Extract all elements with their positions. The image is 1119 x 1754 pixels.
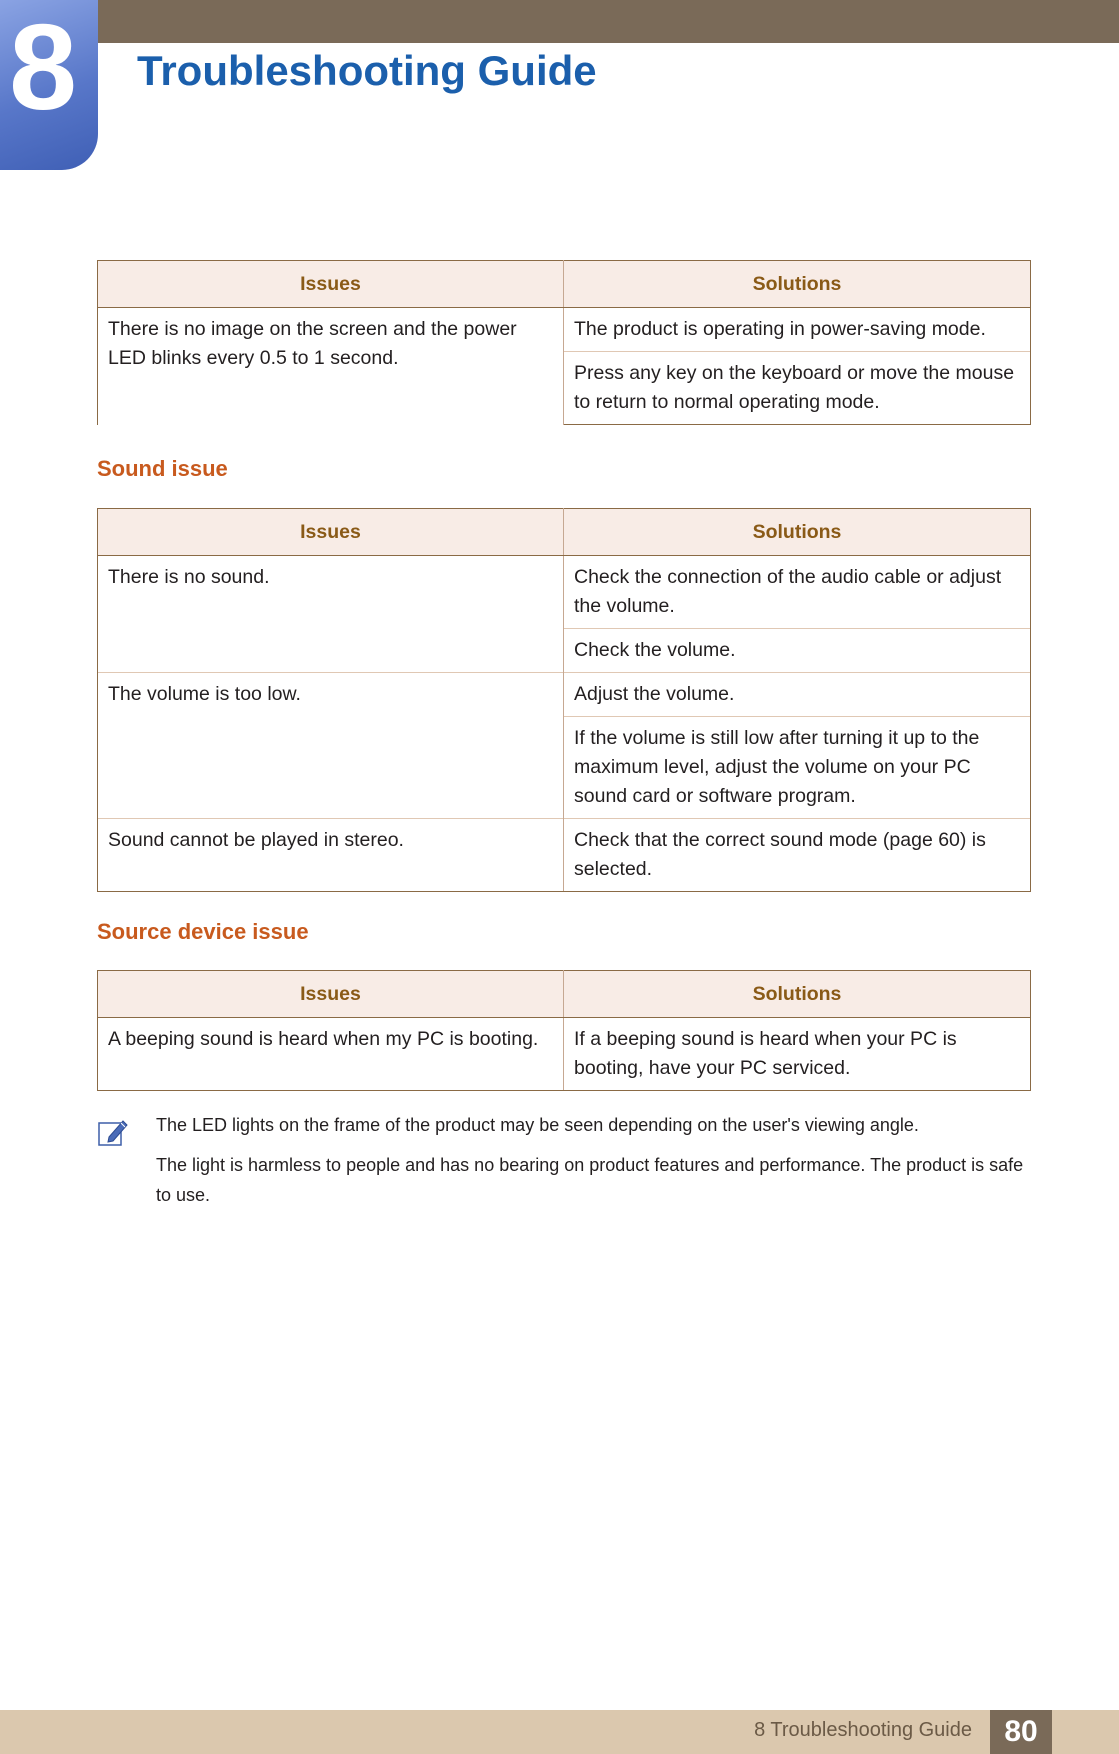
chapter-tab [0, 0, 98, 170]
solution-cell: Press any key on the keyboard or move the mouse to return to normal operating mode. [564, 352, 1031, 425]
sound-issue-table [97, 508, 1031, 892]
table-row [98, 556, 1031, 629]
solution-cell: Check the connection of the audio cable or adjust the volume. [564, 556, 1031, 629]
issue-cell: The volume is too low. [98, 673, 564, 819]
sound-issue-heading: Sound issue [97, 456, 228, 481]
page-title: Troubleshooting Guide [137, 47, 597, 94]
solution-cell: The product is operating in power-saving mode. [564, 308, 1031, 352]
solution-cell: Adjust the volume. [564, 673, 1031, 717]
table-header-row [98, 509, 1031, 556]
table-row [98, 1018, 1031, 1091]
source-device-issue-heading: Source device issue [97, 919, 309, 944]
issue-cell: Sound cannot be played in stereo. [98, 819, 564, 892]
table-header-row [98, 261, 1031, 308]
table-header-row [98, 971, 1031, 1018]
table-row [98, 308, 1031, 352]
issue-cell: There is no image on the screen and the power LED blinks every 0.5 to 1 second. [98, 308, 564, 425]
col-solutions-header: Solutions [564, 509, 1031, 556]
table-row [98, 819, 1031, 892]
col-issues-header: Issues [98, 261, 564, 308]
note-text-line-2: The light is harmless to people and has no bearing on product features and performance. The product is safe to use. [156, 1155, 1024, 1205]
power-issue-table [97, 260, 1031, 425]
issue-cell: A beeping sound is heard when my PC is booting. [98, 1018, 564, 1091]
table-row [98, 673, 1031, 717]
note-text-line-1: The LED lights on the frame of the product may be seen depending on the user's viewing angle. [156, 1115, 919, 1135]
solution-cell: Check that the correct sound mode (page 60) is selected. [564, 819, 1031, 892]
note-pencil-icon [97, 1117, 129, 1149]
solution-cell: If the volume is still low after turning it up to the maximum level, adjust the volume on your PC sound card or software program. [564, 717, 1031, 819]
solution-cell: If a beeping sound is heard when your PC is booting, have your PC serviced. [564, 1018, 1031, 1091]
footer-chapter-label: 8 Troubleshooting Guide [754, 1719, 972, 1741]
col-solutions-header: Solutions [564, 971, 1031, 1018]
issue-cell: There is no sound. [98, 556, 564, 673]
header-bar [0, 0, 1119, 43]
source-issue-table [97, 970, 1031, 1091]
page-number: 80 [990, 1710, 1052, 1754]
col-solutions-header: Solutions [564, 261, 1031, 308]
col-issues-header: Issues [98, 971, 564, 1018]
col-issues-header: Issues [98, 509, 564, 556]
chapter-number: 8 [9, 0, 77, 135]
solution-cell: Check the volume. [564, 629, 1031, 673]
